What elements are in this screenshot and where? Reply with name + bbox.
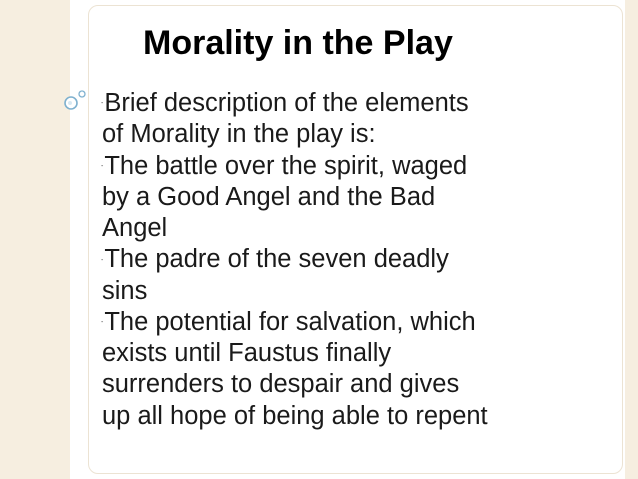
body-line-text: sins bbox=[102, 276, 148, 305]
bullet-marker: - bbox=[101, 100, 104, 108]
body-line bbox=[101, 151, 621, 182]
body-line-text: The potential for salvation, which bbox=[104, 307, 476, 336]
body-line bbox=[101, 338, 621, 369]
body-line-text: exists until Faustus finally bbox=[102, 339, 392, 368]
body-line bbox=[101, 88, 621, 119]
body-line-text: The battle over the spirit, waged bbox=[104, 151, 468, 180]
body-line bbox=[101, 244, 621, 275]
body-line-text: by a Good Angel and the Bad bbox=[102, 182, 436, 211]
body-line bbox=[101, 119, 621, 150]
body-line-text: Angel bbox=[102, 214, 168, 243]
slide-title: Morality in the Play bbox=[143, 24, 453, 62]
right-decorative-strip bbox=[625, 0, 638, 479]
body-line bbox=[101, 182, 621, 213]
body-line bbox=[101, 401, 621, 432]
bullet-marker: - bbox=[101, 162, 104, 170]
body-line-text: up all hope of being able to repent bbox=[102, 401, 488, 430]
body-line bbox=[101, 213, 621, 244]
body-line-text: surrenders to despair and gives bbox=[102, 370, 460, 399]
left-decorative-strip bbox=[0, 0, 70, 479]
slide-body bbox=[101, 88, 621, 432]
bubble-ornament-icon bbox=[60, 86, 100, 116]
body-line bbox=[101, 307, 621, 338]
body-line-text: The padre of the seven deadly bbox=[104, 245, 449, 274]
bullet-marker: - bbox=[101, 319, 104, 327]
body-line bbox=[101, 369, 621, 400]
body-line bbox=[101, 276, 621, 307]
body-line-text: of Morality in the play is: bbox=[102, 120, 376, 149]
bullet-marker: - bbox=[101, 256, 104, 264]
body-line-text: Brief description of the elements bbox=[104, 89, 469, 117]
